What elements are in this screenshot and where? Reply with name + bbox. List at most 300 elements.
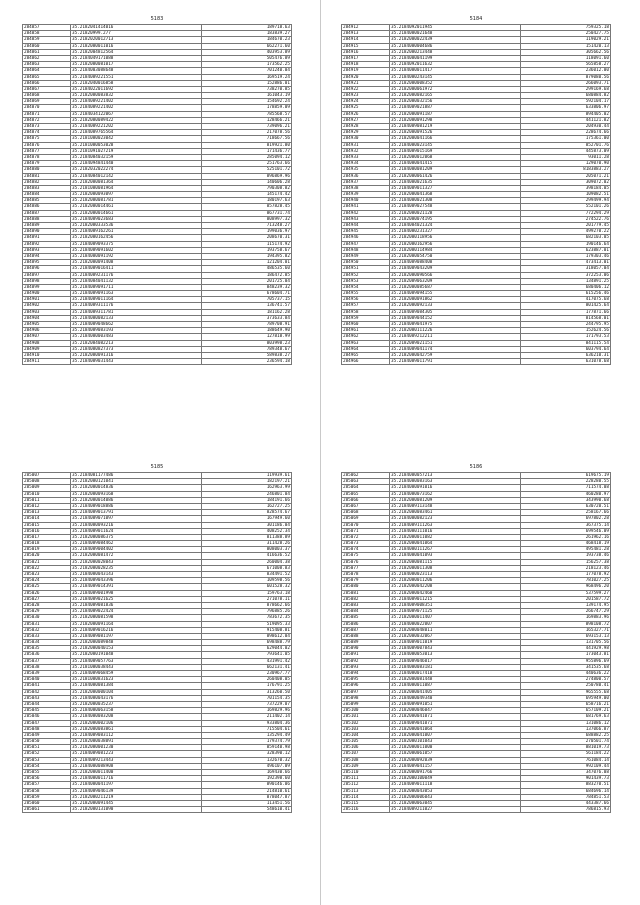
code-cell: 35.2184089011019	[390, 640, 521, 646]
amount-cell: 633806.97	[521, 105, 611, 111]
amount-cell: 408252.34	[202, 528, 292, 534]
code-cell: 35.2184034122067	[71, 111, 202, 117]
amount-cell: 879080.56	[521, 74, 611, 80]
row-id-cell: 285032	[23, 627, 71, 633]
code-cell: 35.2184089088408	[390, 260, 521, 266]
code-cell: 35.2182080041405	[390, 689, 521, 695]
amount-cell: 615256.46	[521, 291, 611, 297]
amount-cell: 460280.97	[521, 491, 611, 497]
row-id-cell: 284908	[23, 340, 71, 346]
amount-cell: 711574.08	[521, 485, 611, 491]
amount-cell: 441121.82	[521, 117, 611, 123]
code-cell: 35.2182080083861	[71, 726, 202, 732]
code-cell: 35.2182080081115	[390, 559, 521, 565]
amount-cell: 266747.29	[521, 609, 611, 615]
code-cell: 35.2182080014086	[71, 497, 202, 503]
row-id-cell: 285062	[342, 473, 390, 479]
row-id-cell: 285008	[23, 479, 71, 485]
row-id-cell: 285042	[23, 689, 71, 695]
code-cell: 35.2184084041132	[71, 278, 202, 284]
code-cell: 35.2184089023683	[71, 216, 202, 222]
code-cell: 35.2184089041157	[390, 763, 521, 769]
data-table	[22, 472, 292, 813]
code-cell: 35.2184089016411	[71, 266, 202, 272]
code-cell: 35.2184089013791	[71, 510, 202, 516]
row-id-cell: 284966	[342, 359, 390, 365]
amount-cell: 759325.18	[521, 25, 611, 31]
row-id-cell: 285107	[342, 751, 390, 757]
code-cell: 35.21820999.277	[71, 31, 202, 37]
row-id-cell: 285064	[342, 485, 390, 491]
row-id-cell: 284865	[23, 74, 71, 80]
row-id-cell: 285017	[23, 534, 71, 540]
row-id-cell: 285083	[342, 602, 390, 608]
row-id-cell: 285009	[23, 485, 71, 491]
code-cell: 35.2182080042208	[390, 584, 521, 590]
code-cell: 35.2182080041071	[390, 714, 521, 720]
row-id-cell: 284925	[342, 105, 390, 111]
code-cell: 35.2182080021128	[390, 210, 521, 216]
amount-cell: 657109.21	[521, 708, 611, 714]
row-id-cell: 285103	[342, 726, 390, 732]
code-cell: 35.2182080091766	[390, 770, 521, 776]
code-cell: 35.2184089046139	[71, 788, 202, 794]
row-id-cell: 284900	[23, 291, 71, 297]
code-cell: 35.2184089021625	[71, 596, 202, 602]
code-cell: 35.2184089091711	[71, 284, 202, 290]
code-cell: 35.2182080083832	[71, 93, 202, 99]
row-id-cell: 285022	[23, 565, 71, 571]
code-cell: 35.2182080032067	[390, 633, 521, 639]
row-id-cell: 284901	[23, 297, 71, 303]
row-id-cell: 284899	[23, 284, 71, 290]
amount-cell: 701240.04	[202, 68, 292, 74]
amount-cell: 328390.12	[202, 751, 292, 757]
code-cell: 35.2182080046047	[390, 708, 521, 714]
row-id-cell: 285016	[23, 528, 71, 534]
row-id-cell: 285044	[23, 701, 71, 707]
amount-cell: 772294.29	[521, 210, 611, 216]
code-cell: 35.2182080091298	[390, 117, 521, 123]
table-row	[342, 807, 611, 813]
row-id-cell: 284923	[342, 93, 390, 99]
amount-cell: 784851.53	[521, 794, 611, 800]
amount-cell: 347076.08	[521, 770, 611, 776]
row-id-cell: 284926	[342, 111, 390, 117]
amount-cell: 662131.41	[202, 664, 292, 670]
amount-cell: 169519.24	[202, 74, 292, 80]
code-cell: 35.2184089113148	[390, 503, 521, 509]
row-id-cell: 284862	[23, 55, 71, 61]
row-id-cell: 285024	[23, 578, 71, 584]
code-cell: 35.2184089011164	[71, 297, 202, 303]
row-id-cell: 285031	[23, 621, 71, 627]
amount-cell: 499270.22	[521, 229, 611, 235]
code-cell: 35.2182080022439	[390, 37, 521, 43]
amount-cell: 680406.12	[521, 284, 611, 290]
code-cell: 35.2182080081472	[71, 553, 202, 559]
code-cell: 35.2184080057213	[390, 473, 521, 479]
code-cell: 35.2184080043143	[71, 572, 202, 578]
data-table	[341, 24, 611, 365]
data-table	[22, 24, 292, 365]
row-id-cell: 284956	[342, 297, 390, 303]
row-id-cell: 285078	[342, 572, 390, 578]
code-cell: 35.2182080042460	[390, 590, 521, 596]
code-cell: 35.2182080011016	[71, 43, 202, 49]
code-cell: 35.2182080082165	[390, 93, 521, 99]
row-id-cell: 285094	[342, 671, 390, 677]
amount-cell: 109082.51	[521, 192, 611, 198]
row-id-cell: 284889	[23, 223, 71, 229]
amount-cell: 131705.56	[521, 640, 611, 646]
amount-cell: 789348.67	[202, 346, 292, 352]
row-id-cell: 284879	[23, 161, 71, 167]
code-cell: 35.2184049171088	[71, 55, 202, 61]
row-id-cell: 285046	[23, 714, 71, 720]
row-id-cell: 285037	[23, 658, 71, 664]
table-row	[23, 807, 292, 813]
amount-cell: 834491.52	[202, 572, 292, 578]
code-cell: 35.2184080827373	[71, 346, 202, 352]
code-cell: 35.2184080041093	[390, 553, 521, 559]
row-id-cell: 284928	[342, 124, 390, 130]
amount-cell: 301186.04	[202, 522, 292, 528]
code-cell: 35.2184080003483	[71, 334, 202, 340]
amount-cell: 313260.50	[202, 689, 292, 695]
row-id-cell: 284924	[342, 99, 390, 105]
row-id-cell: 285066	[342, 497, 390, 503]
code-cell: 35.2184089041071	[390, 720, 521, 726]
amount-cell: 552101.26	[521, 204, 611, 210]
code-cell: 35.2182080091862	[390, 297, 521, 303]
row-id-cell: 285068	[342, 510, 390, 516]
row-id-cell: 285065	[342, 491, 390, 497]
row-id-cell: 285019	[23, 547, 71, 553]
code-cell: 35.2182080006043	[390, 794, 521, 800]
row-id-cell: 284920	[342, 74, 390, 80]
code-cell: 35.2184089162261	[71, 229, 202, 235]
code-cell: 35.2184089048662	[71, 322, 202, 328]
row-id-cell: 284881	[23, 173, 71, 179]
row-id-cell: 284891	[23, 235, 71, 241]
page-title: 5184	[469, 16, 483, 22]
row-id-cell: 284958	[342, 309, 390, 315]
amount-cell: 793641.05	[202, 652, 292, 658]
code-cell: 35.2184080081209	[390, 167, 521, 173]
row-id-cell: 284953	[342, 278, 390, 284]
amount-cell: 171793.53	[521, 334, 611, 340]
amount-cell: 525101.72	[202, 167, 292, 173]
code-cell: 35.2182080089848	[71, 640, 202, 646]
row-id-cell: 285056	[23, 776, 71, 782]
amount-cell: 878662.66	[202, 602, 292, 608]
code-cell: 35.2181080023042	[71, 136, 202, 142]
amount-cell: 115174.92	[202, 241, 292, 247]
row-id-cell: 285092	[342, 658, 390, 664]
amount-cell: 271078.11	[202, 596, 292, 602]
code-cell: 35.2182080012068	[390, 154, 521, 160]
code-cell: 35.2182080011206	[390, 578, 521, 584]
row-id-cell: 284950	[342, 260, 390, 266]
code-cell: 35.2184080083181	[390, 664, 521, 670]
code-cell: 35.2184080004686	[390, 43, 521, 49]
amount-cell: 218123.46	[521, 565, 611, 571]
row-id-cell: 285114	[342, 794, 390, 800]
code-cell: 35.2184089015169	[390, 148, 521, 154]
row-id-cell: 285052	[23, 751, 71, 757]
amount-cell: 127818.99	[202, 334, 292, 340]
row-id-cell: 284905	[23, 322, 71, 328]
code-cell: 35.2184080017418	[390, 671, 521, 677]
code-cell: 35.2184089068459	[71, 671, 202, 677]
row-id-cell: 285018	[23, 541, 71, 547]
amount-cell: 274522.76	[521, 216, 611, 222]
code-cell: 35.2182080000104	[71, 689, 202, 695]
row-id-cell: 285101	[342, 714, 390, 720]
amount-cell: 629044.02	[202, 646, 292, 652]
code-cell: 35.2182080041064	[390, 726, 521, 732]
code-cell: 35.2181080053028	[71, 142, 202, 148]
code-cell: 35.2184089011624	[71, 528, 202, 534]
row-id-cell: 284877	[23, 148, 71, 154]
amount-cell: 244795.95	[521, 322, 611, 328]
amount-cell: 828574.67	[202, 510, 292, 516]
code-cell: 35.2184089041174	[390, 346, 521, 352]
row-id-cell: 284895	[23, 260, 71, 266]
row-id-cell: 284885	[23, 198, 71, 204]
row-id-cell: 285115	[342, 800, 390, 806]
amount-cell: 431991.42	[202, 658, 292, 664]
amount-cell: 814568.01	[521, 315, 611, 321]
amount-cell: 246801.04	[202, 491, 292, 497]
amount-cell: 169883.96	[521, 615, 611, 621]
row-id-cell: 285109	[342, 763, 390, 769]
row-id-cell: 284946	[342, 235, 390, 241]
code-cell: 35.2184092011632	[390, 62, 521, 68]
row-id-cell: 284941	[342, 204, 390, 210]
code-cell: 35.2184089111263	[390, 522, 521, 528]
code-cell: 35.2184089011791	[390, 359, 521, 365]
amount-cell: 188649.90	[202, 328, 292, 334]
row-id-cell: 285088	[342, 633, 390, 639]
row-id-cell: 284951	[342, 266, 390, 272]
row-id-cell: 285097	[342, 689, 390, 695]
row-id-cell: 284936	[342, 173, 390, 179]
code-cell: 35.2184089044152	[390, 315, 521, 321]
code-cell: 35.2182080061426	[390, 173, 521, 179]
amount-cell: 199036.97	[202, 229, 292, 235]
code-cell: 35.2182080086375	[71, 534, 202, 540]
amount-cell: 859140.98	[202, 745, 292, 751]
amount-cell: 857828.45	[202, 204, 292, 210]
code-cell: 35.2181080081964	[71, 185, 202, 191]
code-cell: 35.2184089311176	[71, 303, 202, 309]
row-id-cell: 285012	[23, 503, 71, 509]
code-cell: 35.2182080063045	[390, 800, 521, 806]
row-id-cell: 284912	[342, 25, 390, 31]
code-cell: 35.2182080028043	[71, 559, 202, 565]
amount-cell: 701154.35	[202, 695, 292, 701]
code-cell: 35.2184080082133	[71, 315, 202, 321]
code-cell: 35.2184089212211	[390, 334, 521, 340]
amount-cell: 136741.57	[202, 303, 292, 309]
row-id-cell: 284918	[342, 62, 390, 68]
row-id-cell: 284882	[23, 179, 71, 185]
code-cell: 35.2184084012142	[71, 173, 202, 179]
amount-cell: 440636.22	[521, 671, 611, 677]
row-id-cell: 285061	[23, 807, 71, 813]
row-id-cell: 285099	[342, 701, 390, 707]
amount-cell: 796885.26	[202, 609, 292, 615]
code-cell: 35.2184089043396	[71, 578, 202, 584]
amount-cell: 169829.96	[202, 708, 292, 714]
amount-cell: 186472.85	[202, 272, 292, 278]
amount-cell: 183839.27	[202, 31, 292, 37]
row-id-cell: 284897	[23, 272, 71, 278]
code-cell: 35.2184089014391	[71, 584, 202, 590]
row-id-cell: 285112	[342, 782, 390, 788]
row-id-cell: 284917	[342, 55, 390, 61]
amount-cell: 180197.63	[202, 198, 292, 204]
code-cell: 35.2182080093097	[71, 192, 202, 198]
code-cell: 35.2184089008351	[390, 602, 521, 608]
row-id-cell: 285057	[23, 782, 71, 788]
code-cell: 35.2182080093168	[71, 491, 202, 497]
code-cell: 35.2182084082213	[71, 340, 202, 346]
code-cell: 35.2184080011417	[390, 68, 521, 74]
row-id-cell: 284919	[342, 68, 390, 74]
row-id-cell: 284873	[23, 124, 71, 130]
amount-cell: 373633.84	[202, 315, 292, 321]
amount-cell: 705737.15	[202, 297, 292, 303]
code-cell: 35.2182080041007	[390, 732, 521, 738]
code-cell: 35.2182080001230	[71, 745, 202, 751]
code-cell: 35.2182080061057	[390, 751, 521, 757]
amount-cell: 811388.89	[202, 534, 292, 540]
amount-cell: 623887.01	[521, 247, 611, 253]
page-title: 5185	[150, 464, 164, 470]
amount-cell: 152886.01	[202, 80, 292, 86]
row-id-cell: 285091	[342, 652, 390, 658]
row-id-cell: 284943	[342, 216, 390, 222]
code-cell: 35.2184089018886	[71, 503, 202, 509]
row-id-cell: 285069	[342, 516, 390, 522]
code-cell: 35.2184089091163	[71, 291, 202, 297]
amount-cell: 113451.56	[202, 800, 292, 806]
code-cell: 35.2184080091016	[390, 485, 521, 491]
row-id-cell: 285059	[23, 794, 71, 800]
amount-cell: 182197.21	[202, 479, 292, 485]
code-cell: 35.2184089081197	[71, 633, 202, 639]
row-id-cell: 285105	[342, 739, 390, 745]
code-cell: 35.2184089011118	[390, 782, 521, 788]
row-id-cell: 284947	[342, 241, 390, 247]
code-cell: 35.2182080032156	[390, 99, 521, 105]
amount-cell: 318057.04	[521, 266, 611, 272]
row-id-cell: 285015	[23, 522, 71, 528]
row-id-cell: 285045	[23, 708, 71, 714]
code-cell: 35.2182080092133	[390, 303, 521, 309]
amount-cell: 169430.66	[202, 770, 292, 776]
amount-cell: 179303.46	[521, 253, 611, 259]
row-id-cell: 284878	[23, 154, 71, 160]
amount-cell: 177871.66	[521, 309, 611, 315]
amount-cell: 128466.21	[202, 117, 292, 123]
code-cell: 35.2184089091051	[390, 701, 521, 707]
code-cell: 35.2182080162456	[71, 235, 202, 241]
amount-cell: 718667.56	[202, 136, 292, 142]
code-cell: 35.2184089221202	[71, 124, 202, 130]
row-id-cell: 284932	[342, 148, 390, 154]
code-cell: 35.2182080028235	[71, 565, 202, 571]
amount-cell: 201725.04	[202, 278, 292, 284]
page-divider	[320, 0, 321, 905]
row-id-cell: 285087	[342, 627, 390, 633]
amount-cell: 898108.72	[521, 621, 611, 627]
code-cell: 35.2182080081448	[390, 677, 521, 683]
code-cell: 35.2182080211219	[71, 794, 202, 800]
amount-cell: 205071.21	[521, 173, 611, 179]
code-cell: 35.2182080090566	[390, 272, 521, 278]
row-id-cell: 285100	[342, 708, 390, 714]
code-cell: 35.2184089221402	[71, 105, 202, 111]
code-cell: 35.2184080043176	[71, 695, 202, 701]
code-cell: 35.2182080333536	[71, 223, 202, 229]
code-cell: 35.2184080073162	[390, 491, 521, 497]
code-cell: 35.2182080081781	[71, 198, 202, 204]
amount-cell: 841115.54	[521, 340, 611, 346]
amount-cell: 165327.71	[521, 627, 611, 633]
code-cell: 35.2181091027219	[71, 148, 202, 154]
amount-cell: 561184.22	[521, 751, 611, 757]
code-cell: 35.2184080021635	[390, 179, 521, 185]
code-cell: 35.2182080061972	[390, 86, 521, 92]
code-cell: 35.2182080041368	[390, 192, 521, 198]
row-id-cell: 284938	[342, 185, 390, 191]
document-page-5183	[22, 15, 292, 365]
row-id-cell: 285049	[23, 732, 71, 738]
code-cell: 35.2182080043053	[390, 788, 521, 794]
amount-cell: 119939.61	[202, 473, 292, 479]
amount-cell: 592104.17	[521, 99, 611, 105]
row-id-cell: 285093	[342, 664, 390, 670]
code-cell: 35.2184084021324	[390, 223, 521, 229]
row-id-cell: 285030	[23, 615, 71, 621]
row-id-cell: 284868	[23, 93, 71, 99]
code-cell: 35.2184080088908	[71, 763, 202, 769]
row-id-cell: 284929	[342, 130, 390, 136]
code-cell: 35.2182080114984	[390, 247, 521, 253]
amount-cell: 236594.18	[202, 359, 292, 365]
amount-cell: 881019.73	[521, 745, 611, 751]
row-id-cell: 284859	[23, 37, 71, 43]
code-cell: 35.2182080048011	[390, 627, 521, 633]
row-id-cell: 284883	[23, 185, 71, 191]
amount-cell: 152624.56	[521, 328, 611, 334]
amount-cell: 565858.27	[521, 62, 611, 68]
amount-cell: 162963.99	[202, 485, 292, 491]
row-id-cell: 285014	[23, 516, 71, 522]
row-id-cell: 285038	[23, 664, 71, 670]
amount-cell: 785568.57	[202, 111, 292, 117]
code-cell: 35.2182080042759	[390, 352, 521, 358]
code-cell: 35.2184089031443	[71, 359, 202, 365]
code-cell: 35.2184080093216	[71, 522, 202, 528]
code-cell: 35.2184084032159	[71, 154, 202, 160]
code-cell: 35.2182080008352	[390, 80, 521, 86]
row-id-cell: 285007	[23, 473, 71, 479]
